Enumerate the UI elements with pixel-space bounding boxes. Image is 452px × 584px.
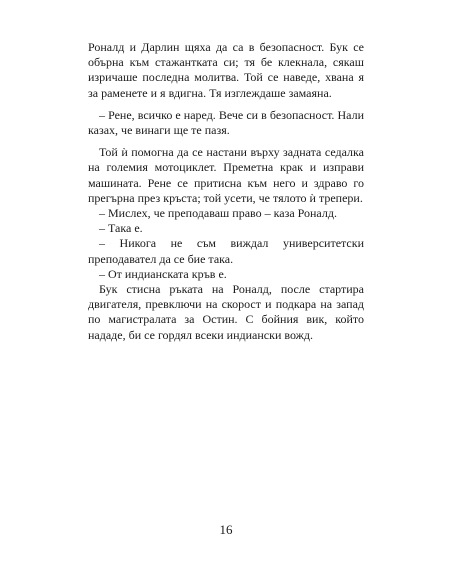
paragraph: Той ѝ помогна да се настани върху задната седалка на големия мотоциклет. Преметна крак и изправи машината. Рене се притисна към него и здраво го прегърна през кръста; той усети, че тялото ѝ трепери. [88,145,364,205]
page-number: 16 [219,522,233,537]
paragraph: Роналд и Дарлин щяха да са в безопасност. Бук се обърна към стажантката си; тя бе клекнала, сякаш изричаше последна молитва. Той се наведе, хвана я за раменете и я вдигна. Тя изглеждаше замаяна. [88,40,364,100]
paragraph: Бук стисна ръката на Роналд, после стартира двигателя, превключи на скорост и подкара на запад по магистралата за Остин. С бойния вик, който нададе, би се гордял всеки индиански вожд. [88,282,364,342]
paragraph: – Мислех, че преподаваш право – каза Роналд. [99,206,337,221]
paragraph: – От индианската кръв е. [99,266,227,281]
body-text [88,40,364,343]
paragraph: – Рене, всичко е наред. Вече си в безопасност. Нали казах, че винаги ще те пазя. [88,107,364,138]
paragraph: – Така е. [99,221,143,236]
paragraph: – Никога не съм виждал университетски преподавател да се бие така. [88,236,364,266]
